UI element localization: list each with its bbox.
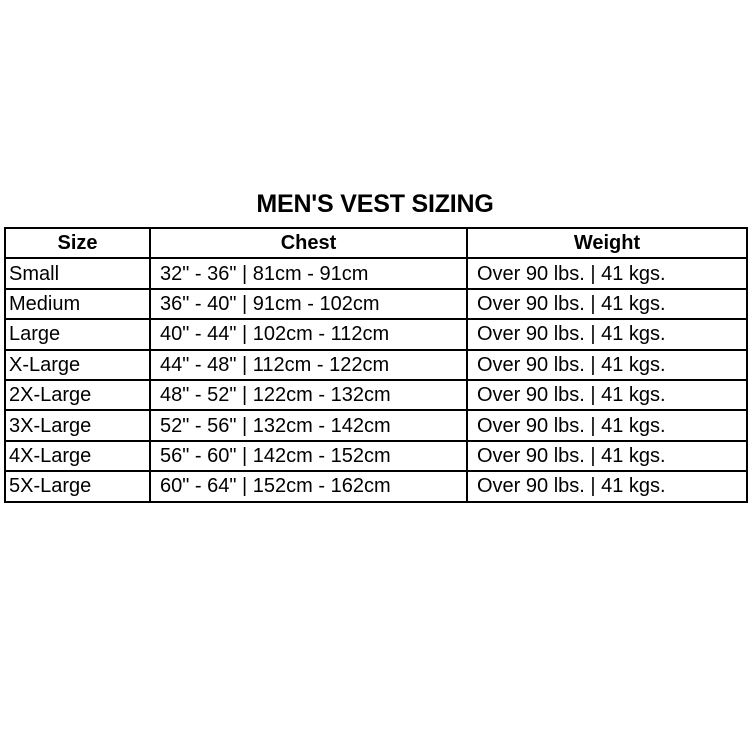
table-row bbox=[5, 471, 747, 501]
table-row bbox=[5, 441, 747, 471]
size-cell: 3X-Large bbox=[5, 410, 150, 440]
column-header-weight: Weight bbox=[467, 228, 747, 258]
chest-cell: 44" - 48" | 112cm - 122cm bbox=[150, 350, 467, 380]
table-row bbox=[5, 289, 747, 319]
chest-cell: 40" - 44" | 102cm - 112cm bbox=[150, 319, 467, 349]
table-row bbox=[5, 319, 747, 349]
chest-cell: 32" - 36" | 81cm - 91cm bbox=[150, 258, 467, 288]
weight-cell: Over 90 lbs. | 41 kgs. bbox=[467, 410, 747, 440]
size-cell: 4X-Large bbox=[5, 441, 150, 471]
weight-cell: Over 90 lbs. | 41 kgs. bbox=[467, 319, 747, 349]
size-cell: 5X-Large bbox=[5, 471, 150, 501]
chest-cell: 52" - 56" | 132cm - 142cm bbox=[150, 410, 467, 440]
chest-cell: 60" - 64" | 152cm - 162cm bbox=[150, 471, 467, 501]
column-header-size: Size bbox=[5, 228, 150, 258]
weight-cell: Over 90 lbs. | 41 kgs. bbox=[467, 380, 747, 410]
weight-cell: Over 90 lbs. | 41 kgs. bbox=[467, 441, 747, 471]
weight-cell: Over 90 lbs. | 41 kgs. bbox=[467, 471, 747, 501]
table-header-row bbox=[5, 228, 747, 258]
weight-cell: Over 90 lbs. | 41 kgs. bbox=[467, 258, 747, 288]
size-cell: Medium bbox=[5, 289, 150, 319]
table-row bbox=[5, 380, 747, 410]
table-row bbox=[5, 350, 747, 380]
weight-cell: Over 90 lbs. | 41 kgs. bbox=[467, 289, 747, 319]
chest-cell: 48" - 52" | 122cm - 132cm bbox=[150, 380, 467, 410]
size-cell: Large bbox=[5, 319, 150, 349]
size-cell: 2X-Large bbox=[5, 380, 150, 410]
page-title: MEN'S VEST SIZING bbox=[256, 190, 494, 218]
table-row bbox=[5, 410, 747, 440]
chest-cell: 56" - 60" | 142cm - 152cm bbox=[150, 441, 467, 471]
table-row bbox=[5, 258, 747, 288]
size-cell: Small bbox=[5, 258, 150, 288]
chest-cell: 36" - 40" | 91cm - 102cm bbox=[150, 289, 467, 319]
sizing-table bbox=[4, 227, 748, 503]
weight-cell: Over 90 lbs. | 41 kgs. bbox=[467, 350, 747, 380]
column-header-chest: Chest bbox=[150, 228, 467, 258]
size-cell: X-Large bbox=[5, 350, 150, 380]
